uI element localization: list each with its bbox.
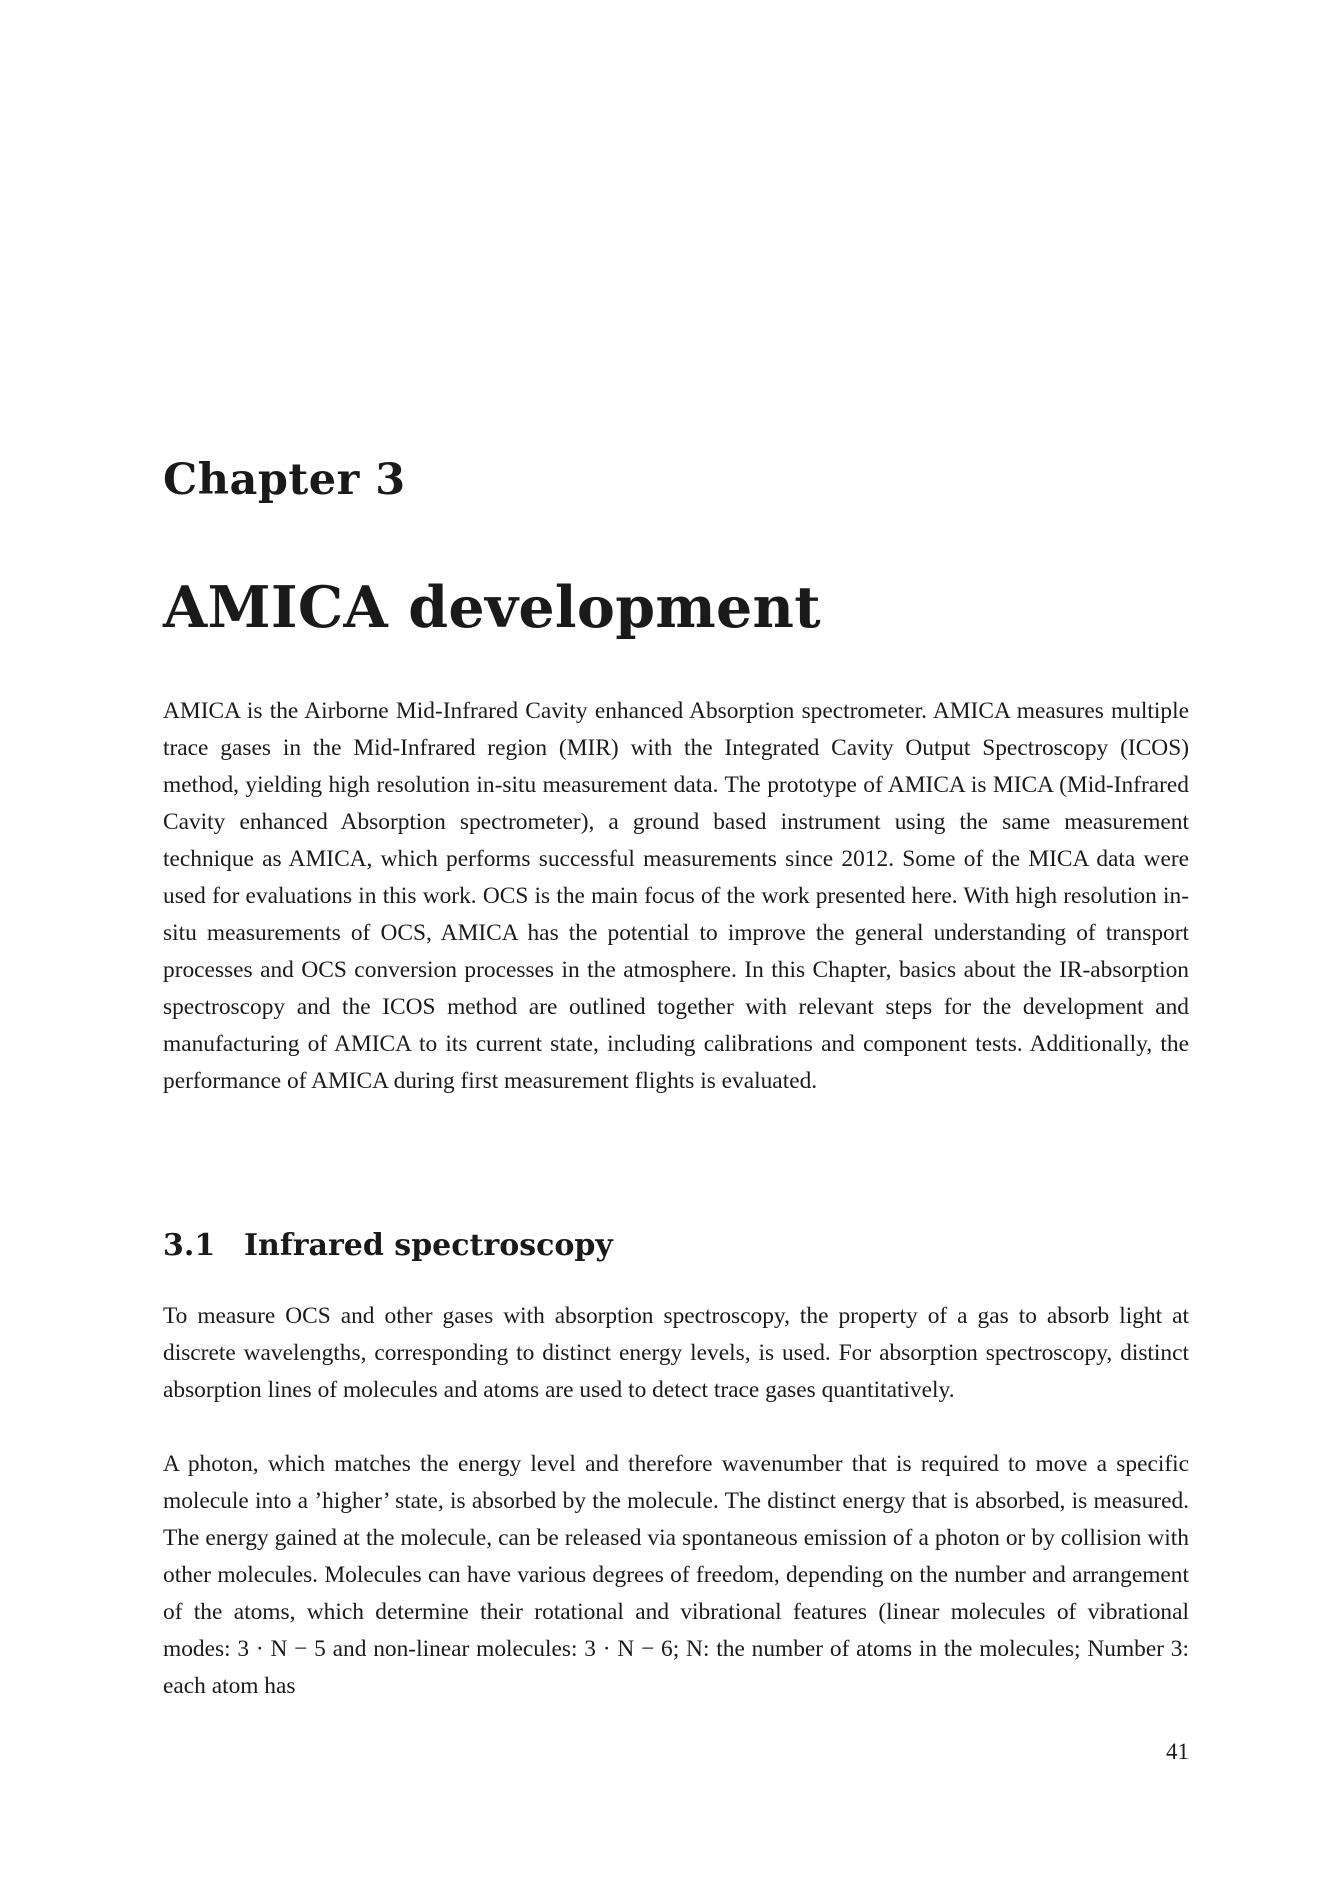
chapter-label: Chapter 3 xyxy=(163,455,406,505)
section-paragraph-1: To measure OCS and other gases with absorption spectroscopy, the property of a gas to absorb light at discrete wavelengths, corresponding to distinct energy levels, is used. For absorption spectroscopy, distinct absorption lines of molecules and atoms are used to detect trace gases quantitatively. xyxy=(163,1303,1189,1403)
section-heading xyxy=(163,1228,613,1263)
section-paragraph-2: A photon, which matches the energy level and therefore wavenumber that is required to move a specific molecule into a ’higher’ state, is absorbed by the molecule. The distinct energy that is absorbed, is measured. The energy gained at the molecule, can be released via spontaneous emission of a photon or by collision with other molecules. Molecules can have various degrees of freedom, depending on the number and arrangement of the atoms, which determine their rotational and vibrational features (linear molecules of vibrational modes: 3 · N − 5 and non-linear molecules: 3 · N − 6; N: the number of atoms in the molecules; Number 3: each atom has xyxy=(163,1451,1189,1699)
section-title: Infrared spectroscopy xyxy=(244,1228,613,1263)
chapter-title: AMICA development xyxy=(163,574,821,641)
section-number: 3.1 xyxy=(163,1228,216,1263)
page-number: 41 xyxy=(1166,1739,1189,1764)
intro-paragraph: AMICA is the Airborne Mid-Infrared Cavity enhanced Absorption spectrometer. AMICA measures multiple trace gases in the Mid-Infrared region (MIR) with the Integrated Cavity Output Spectroscopy (ICOS) method, yielding high resolution in-situ measurement data. The prototype of AMICA is MICA (Mid-Infrared Cavity enhanced Absorption spectrometer), a ground based instrument using the same measurement technique as AMICA, which performs successful measurements since 2012. Some of the MICA data were used for evaluations in this work. OCS is the main focus of the work presented here. With high resolution in-situ measurements of OCS, AMICA has the potential to improve the general understanding of transport processes and OCS conversion processes in the atmosphere. In this Chapter, basics about the IR-absorption spectroscopy and the ICOS method are outlined together with relevant steps for the development and manufacturing of AMICA to its current state, including calibrations and component tests. Additionally, the performance of AMICA during first measurement flights is evaluated. xyxy=(163,698,1189,1094)
